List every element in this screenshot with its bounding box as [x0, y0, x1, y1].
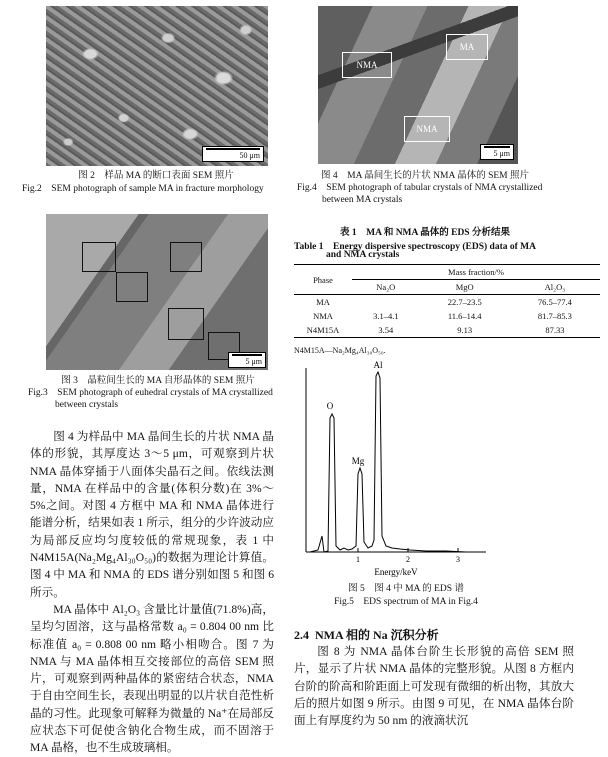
table1-header-phase: Phase	[294, 265, 352, 295]
fig5-tick-1: 1	[356, 555, 360, 564]
table-row: N4M15A 3.54 9.13 87.33	[294, 323, 600, 338]
fig5-peak-o: O	[326, 401, 334, 411]
fig3-sem-image	[46, 214, 268, 370]
fig3-box-2	[116, 272, 148, 302]
fig2-sem-image	[46, 6, 268, 166]
fig3-box-1	[82, 242, 116, 272]
fig2-caption-en: Fig.2 SEM photograph of sample MA in fracture morphology	[22, 184, 264, 194]
table-row: MA 22.7–23.5 76.5–77.4	[316, 297, 572, 307]
table1-title-en-1: Table 1 Energy dispersive spectroscopy (EDS) data of MA	[294, 242, 536, 252]
table1-col-al2o3: Al₂O₃	[510, 280, 600, 295]
fig2-caption-cn: 图 2 样品 MA 的断口表面 SEM 照片	[78, 171, 234, 181]
fig5-spectrum-line	[310, 372, 482, 552]
table1-note: N4M15A—Na₂Mg₄Al₃₀O₅₀.	[294, 346, 386, 355]
fig3-caption-en-2: between crystals	[55, 400, 119, 410]
table1-col-na2o: Na₂O	[352, 280, 420, 295]
fig5-tick-2: 2	[406, 555, 410, 564]
fig3-box-3	[170, 242, 202, 272]
fig4-caption-en-2: between MA crystals	[322, 195, 403, 205]
paragraph-3: 图 8 为 NMA 晶体台阶生长形貌的高倍 SEM 照片，显示了片状 NMA 晶体的完整形貌。从图 8 方框内台阶的阶高和阶距面上可发现有微细的析出物，其放大后的照片如图 9 所示。由图 9 可见，在 NMA 晶体台阶面上有厚度约为 50 nm 的液滴状沉	[294, 645, 574, 728]
section-title: NMA 相的 Na 沉积分析	[315, 628, 439, 642]
fig4-box-ma: MA	[446, 34, 488, 60]
fig5-tick-3: 3	[456, 555, 460, 564]
fig3-scale-bar: 5 μm	[228, 352, 266, 368]
fig5-xlabel: Energy/keV	[374, 567, 418, 577]
fig2-scale-bar: 50 μm	[202, 146, 264, 162]
paragraph-1: 图 4 为样品中 MA 晶间生长的片状 NMA 晶体的形貌，其厚度达 3～5 μm，可观察到片状 NMA 晶体穿插于八面体尖晶石之间。依线法测量，NMA 在样品中的含量(体积分数)在 3%～5%之间。对图 4 方框中 MA 和 NMA 晶体进行能谱分析，结果如表 1 所示，组分的少许波动应为局部反应均匀度较低的常规现象，表 1 中 N4M15A(Na₂Mg₄Al₃₀O₅₀)的数据为理论计算值。图 4 中 MA 和 NMA 的 EDS 谱分别如图 5 和图 6 所示。	[30, 430, 274, 599]
fig5-caption-cn: 图 5 图 4 中 MA 的 EDS 谱	[348, 584, 464, 594]
fig3-caption-en-1: Fig.3 SEM photograph of euhedral crystals of MA crystallized	[28, 388, 273, 398]
fig4-box-nma-bottom: NMA	[404, 116, 450, 142]
table1-header-mass: Mass fraction/%	[352, 265, 600, 280]
section-number: 2.4	[294, 628, 309, 642]
section-heading	[294, 626, 439, 643]
fig3-caption-cn: 图 3 晶粒间生长的 MA 自形晶体的 SEM 照片	[61, 376, 255, 386]
left-body-text	[30, 428, 274, 757]
fig5-eds-spectrum	[296, 356, 596, 582]
table1	[294, 264, 600, 338]
fig5-peak-al: Al	[373, 360, 383, 370]
paragraph-2: MA 晶体中 Al₂O₃ 含量比计量值(71.8%)高，呈均匀固溶，这与晶格常数 a₀ = 0.804 00 nm 比标准值 a₀ = 0.808 00 nm 略小相吻合。图 7 为 NMA 与 MA 晶体相互交接部位的高倍 SEM 照片，可观察到两种晶体的紧密结合状态，NMA 于自由空间生长，表现出明显的以片状自范性析晶的习性。此现象可解释为微量的 Na⁺在局部反应状态下可促使含钠化合物生成，而不固溶于 MA 晶格，也不生成玻璃相。	[30, 602, 274, 755]
fig4-caption-cn: 图 4 MA 晶间生长的片状 NMA 晶体的 SEM 照片	[321, 171, 529, 181]
fig3-box-4	[168, 308, 204, 340]
table-row: NMA 3.1–4.1 11.6–14.4 81.7–85.3	[313, 311, 572, 321]
fig5-peak-mg: Mg	[351, 456, 365, 466]
fig4-box-nma-left: NMA	[342, 52, 392, 78]
table1-col-mgo: MgO	[420, 280, 510, 295]
table1-title-cn: 表 1 MA 和 NMA 晶体的 EDS 分析结果	[340, 228, 510, 238]
fig4-caption-en-1: Fig.4 SEM photograph of tabular crystals of NMA crystallized	[297, 183, 543, 193]
fig4-scale-bar: 5 μm	[480, 144, 514, 160]
fig5-caption-en: Fig.5 EDS spectrum of MA in Fig.4	[334, 597, 478, 607]
right-body-text	[294, 643, 574, 729]
table1-title-en-2: and NMA crystals	[326, 250, 400, 260]
fig4-sem-image	[318, 6, 518, 164]
